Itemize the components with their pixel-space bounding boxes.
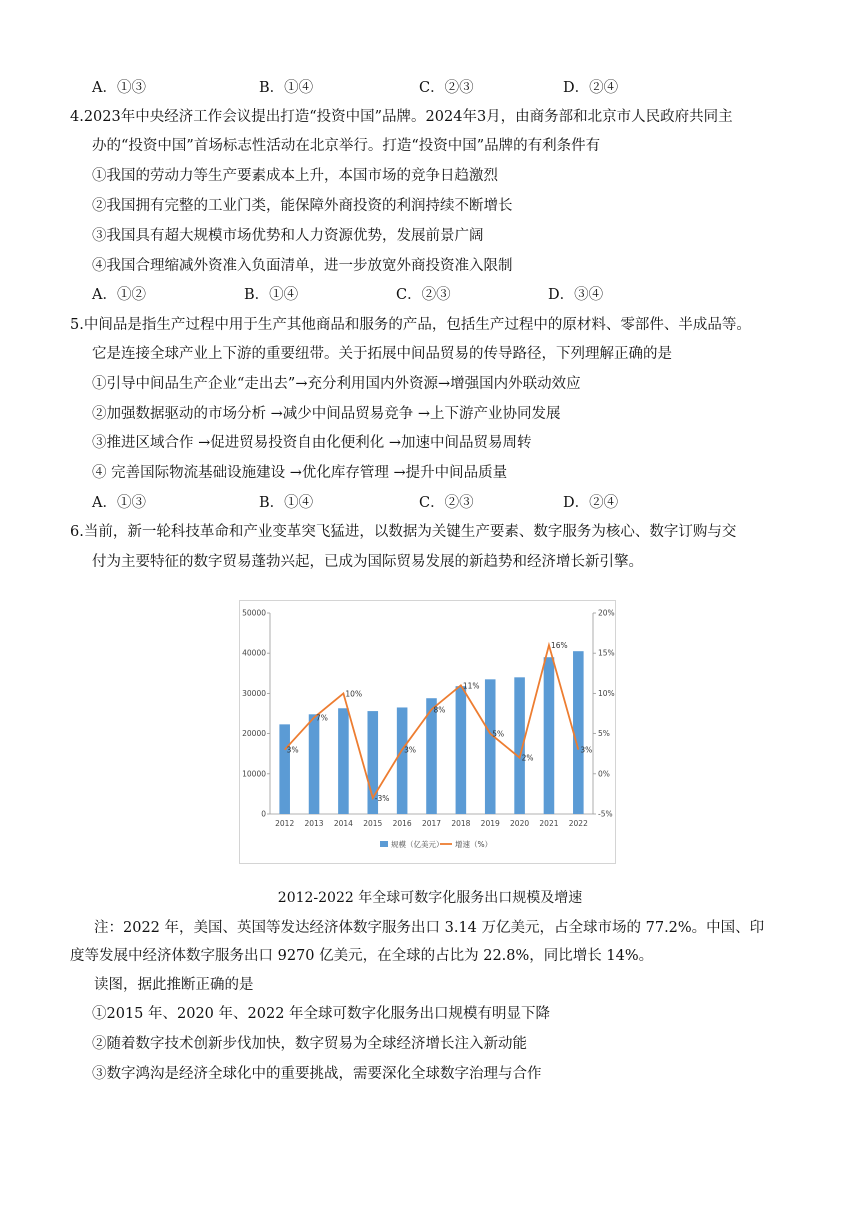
legend-bar-swatch bbox=[380, 841, 388, 847]
q3-option-b: B．①④ bbox=[259, 80, 314, 96]
growth-data-label: 3% bbox=[580, 745, 593, 755]
q5-stem-line1: 5.中间品是指生产过程中用于生产其他商品和服务的产品，包括生产过程中的原材料、零部件、半成品等。 bbox=[70, 317, 751, 333]
q5-stem-line2: 它是连接全球产业上下游的重要纽带。关于拓展中间品贸易的传导路径，下列理解正确的是 bbox=[92, 346, 672, 362]
bar bbox=[544, 657, 555, 814]
chart-container bbox=[239, 600, 616, 864]
q5-item-2: ②加强数据驱动的市场分析 →减少中间品贸易竞争 →上下游产业协同发展 bbox=[92, 406, 561, 422]
right-tick-label: 15% bbox=[598, 648, 615, 658]
q4-option-a: A．①② bbox=[92, 287, 146, 303]
q6-note-line1: 注：2022 年，美国、英国等发达经济体数字服务出口 3.14 万亿美元，占全球市场的 77.2%。中国、印 bbox=[94, 920, 765, 936]
x-tick-label: 2014 bbox=[333, 819, 353, 828]
growth-data-label: 7% bbox=[316, 713, 328, 723]
x-tick-label: 2021 bbox=[539, 819, 559, 828]
x-tick-label: 2015 bbox=[363, 819, 383, 828]
q6-stem-line2: 付为主要特征的数字贸易蓬勃兴起，已成为国际贸易发展的新趋势和经济增长新引擎。 bbox=[92, 554, 643, 570]
bar bbox=[397, 707, 408, 814]
q4-stem-line1: 4.2023年中央经济工作会议提出打造“投资中国”品牌。2024年3月，由商务部和北京市人民政府共同主 bbox=[70, 109, 733, 125]
right-tick-label: 10% bbox=[598, 688, 615, 698]
q4-option-d: D．③④ bbox=[548, 287, 604, 303]
q4-options bbox=[92, 285, 792, 305]
q5-option-a: A．①③ bbox=[92, 495, 146, 511]
q3-option-d: D．②④ bbox=[563, 80, 619, 96]
growth-data-label: 11% bbox=[462, 681, 480, 691]
q4-item-2: ②我国拥有完整的工业门类，能保障外商投资的利润持续不断增长 bbox=[92, 198, 513, 214]
q4-item-4: ④我国合理缩减外资准入负面清单，进一步放宽外商投资准入限制 bbox=[92, 258, 513, 274]
q5-option-d: D．②④ bbox=[563, 495, 619, 511]
growth-data-label: 2% bbox=[521, 753, 534, 763]
q4-option-b: B．①④ bbox=[244, 287, 299, 303]
q6-item-1: ①2015 年、2020 年、2022 年全球可数字化服务出口规模有明显下降 bbox=[92, 1006, 551, 1022]
q4-item-1: ①我国的劳动力等生产要素成本上升，本国市场的竞争日趋激烈 bbox=[92, 168, 498, 184]
q6-item-2: ②随着数字技术创新步伐加快，数字贸易为全球经济增长注入新动能 bbox=[92, 1036, 527, 1052]
q6-prompt: 读图，据此推断正确的是 bbox=[94, 977, 254, 993]
growth-data-label: -3% bbox=[374, 793, 390, 803]
q5-item-1: ①引导中间品生产企业“走出去”→充分利用国内外资源→增强国内外联动效应 bbox=[92, 376, 581, 392]
q4-stem-line2: 办的“投资中国”首场标志性活动在北京举行。打造“投资中国”品牌的有利条件有 bbox=[92, 138, 601, 154]
q4-item-3: ③我国具有超大规模市场优势和人力资源优势，发展前景广阔 bbox=[92, 228, 484, 244]
bar bbox=[485, 679, 496, 814]
x-tick-label: 2013 bbox=[304, 819, 324, 828]
growth-data-label: 16% bbox=[550, 641, 568, 651]
q5-item-4: ④ 完善国际物流基础设施建设 →优化库存管理 →提升中间品质量 bbox=[92, 465, 508, 481]
bar bbox=[338, 708, 349, 814]
left-tick-label: 50000 bbox=[242, 608, 266, 618]
q3-option-a: A．①③ bbox=[92, 80, 146, 96]
chart-caption: 2012-2022 年全球可数字化服务出口规模及增速 bbox=[277, 890, 583, 906]
legend-line-label: 增速（%） bbox=[455, 840, 493, 849]
right-tick-label: 5% bbox=[598, 729, 610, 739]
legend-bar-label: 规模（亿美元） bbox=[391, 840, 444, 849]
q3-option-c: C．②③ bbox=[419, 80, 474, 96]
q5-option-c: C．②③ bbox=[419, 495, 474, 511]
q6-stem-line1: 6.当前，新一轮科技革命和产业变革突飞猛进，以数据为关键生产要素、数字服务为核心、数字订购与交 bbox=[70, 524, 737, 540]
left-tick-label: 0 bbox=[261, 809, 266, 819]
left-tick-label: 10000 bbox=[242, 769, 266, 779]
x-tick-label: 2017 bbox=[421, 819, 442, 828]
bar bbox=[456, 686, 467, 814]
right-tick-label: 0% bbox=[598, 769, 610, 779]
q6-note-line2: 度等发展中经济体数字服务出口 9270 亿美元，在全球的占比为 22.8%，同比增长 14%。 bbox=[70, 948, 654, 964]
x-tick-label: 2019 bbox=[480, 819, 500, 828]
growth-data-label: 3% bbox=[286, 745, 299, 755]
bar bbox=[573, 651, 584, 814]
bar bbox=[309, 714, 320, 814]
x-tick-label: 2020 bbox=[510, 819, 530, 828]
x-tick-label: 2016 bbox=[392, 819, 412, 828]
x-tick-label: 2012 bbox=[275, 819, 295, 828]
x-tick-label: 2018 bbox=[451, 819, 471, 828]
growth-data-label: 10% bbox=[345, 689, 363, 699]
growth-data-label: 3% bbox=[404, 745, 417, 755]
growth-data-label: 5% bbox=[492, 729, 505, 739]
right-tick-label: -5% bbox=[598, 809, 613, 819]
bar bbox=[279, 724, 290, 814]
q6-item-3: ③数字鸿沟是经济全球化中的重要挑战，需要深化全球数字治理与合作 bbox=[92, 1066, 542, 1082]
left-tick-label: 30000 bbox=[242, 688, 266, 698]
q5-options bbox=[92, 493, 792, 513]
q3-options bbox=[92, 78, 792, 98]
right-tick-label: 20% bbox=[598, 608, 615, 618]
growth-data-label: 8% bbox=[433, 705, 446, 715]
q5-item-3: ③推进区域合作 →促进贸易投资自由化便利化 →加速中间品贸易周转 bbox=[92, 435, 532, 451]
q5-option-b: B．①④ bbox=[259, 495, 314, 511]
chart-svg bbox=[240, 601, 615, 863]
q4-option-c: C．②③ bbox=[396, 287, 451, 303]
left-tick-label: 20000 bbox=[242, 729, 266, 739]
left-tick-label: 40000 bbox=[242, 648, 266, 658]
x-tick-label: 2022 bbox=[568, 819, 588, 828]
